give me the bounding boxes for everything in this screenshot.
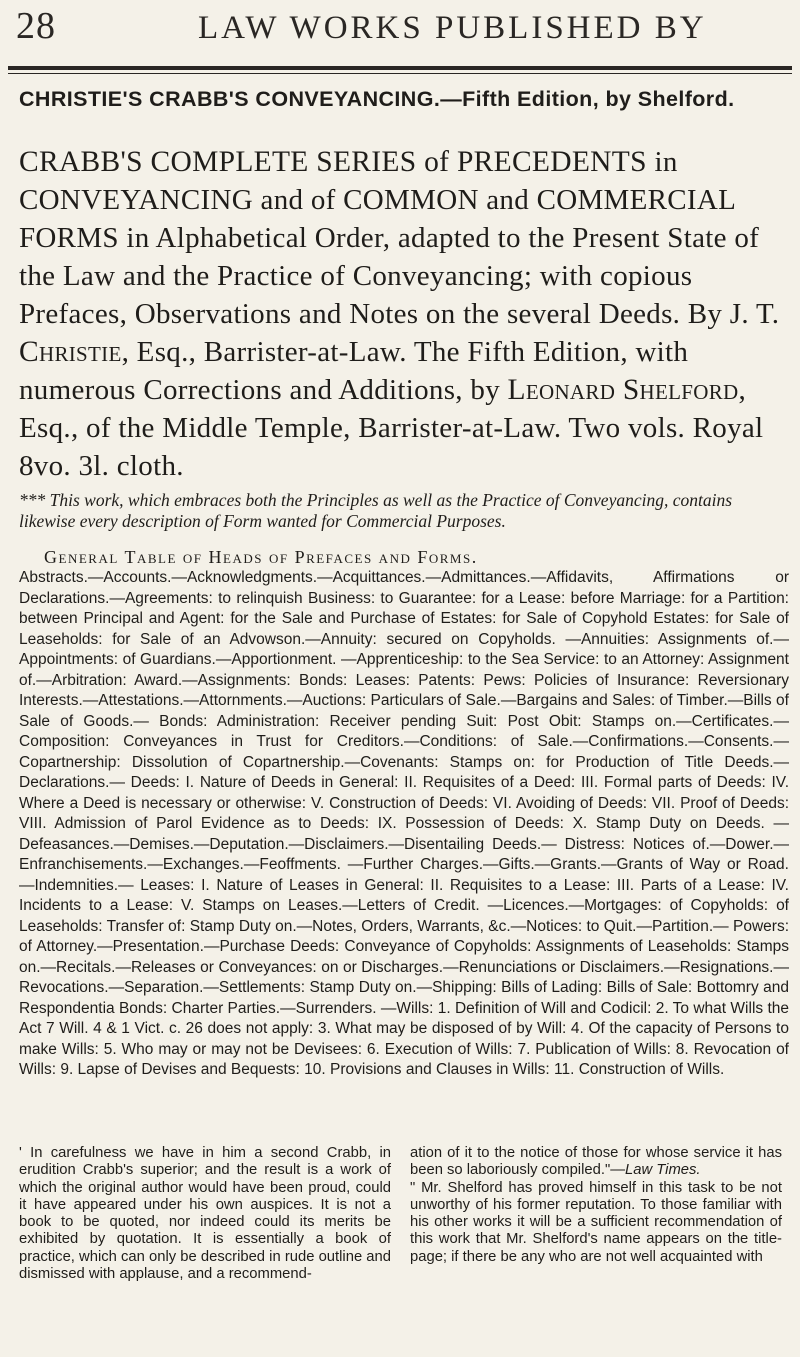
author-shelford: Leonard Shelford [507,374,739,406]
header-rule-thick [8,66,792,70]
review-right-text-2: " Mr. Shelford has proved himself in this task to be not unworthy of his former reputation. To those familiar with his other works it will be a sufficient recommendation of this work that Mr. Shelford's name appears on the title-page; if there be any who are not well acquainted with [410,1179,782,1265]
review-source: Law Times. [625,1162,701,1179]
review-right-text-1: ation of it to the notice of those for whose service it has been so laboriously compiled."— [410,1145,782,1179]
table-heading: General Table of Heads of Prefaces and Forms. [44,547,478,567]
entry-title [19,143,789,485]
work-note: *** This work, which embraces both the Principles as well as the Practice of Conveyancing, contains likewise every description of Form wanted for Commercial Purposes. [19,490,733,531]
title-caps: CRABB'S COMPLETE SERIES of PRECEDENTS [19,146,647,178]
running-head: LAW WORKS PUBLISHED BY [198,10,707,46]
review-column-right [410,1145,782,1266]
header-rule-thin [8,73,792,74]
title-text-1: in CONVEYANCING and of COMMON and COMMERCIAL FORMS in Alphabetical Order, adapted to the Present State of the Law and the Practice of Conveyancing; with copious Prefaces, Observations and Notes on the several Deeds. By J. T. [19,146,780,330]
title-text-2: , Esq., Barrister-at-Law. The Fifth Edition, with numerous Corrections and Additions, by [19,336,689,406]
table-of-heads: Abstracts.—Accounts.—Acknowledgments.—Acquittances.—Admittances.—Affidavits, Affirmations or Declarations.—Agreements: to relinquish Business: to Guarantee: for a Lease: before Marriage: for a Partition: between Principal and Agent: for the Sale and Purchase of Estates: for Sale of Copyhold Estates: for Sale of Leaseholds: for Sale of an Advowson.—Annuity: secured on Copyholds. —Annuities: Assignments of.—Appointments: of Guardians.—Apportionment. —Apprenticeship: to the Sea Service: to an Attorney: Assignment of.—Arbitration: Award.—Assignments: Bonds: Leases: Patents: Pews: Policies of Insurance: Reversionary Interests.—Attestations.—Attornments.—Auctions: Particulars of Sale.—Bargains and Sales: of Timber.—Bills of Sale of Goods.— Bonds: Administration: Receiver pending Suit: Post Obit: Stamps on.—Certificates.—Composition: Conveyances in Trust for Creditors.—Conditions: of Sale.—Confirmations.—Consents.—Copartnership: Dissolution of Copartnership.—Covenants: Stamps on: for Production of Title Deeds.—Declarations.— Deeds: I. Nature of Deeds in General: II. Requisites of a Deed: III. Formal parts of Deeds: IV. Where a Deed is necessary or otherwise: V. Construction of Deeds: VI. Avoiding of Deeds: VII. Proof of Deeds: VIII. Admission of Parol Evidence as to Deeds: IX. Possession of Deeds: X. Stamp Duty on Deeds. —Defeasances.—Demises.—Deputation.—Disclaimers.—Disentailing Deeds.— Distress: Notices of.—Dower.—Enfranchisements.—Exchanges.—Feoffments. —Further Charges.—Gifts.—Grants.—Grants of Way or Road.—Indemnities.— Leases: I. Nature of Leases in General: II. Requisites to a Lease: III. Parts of a Lease: IV. Incidents to a Lease: V. Stamps on Leases.—Letters of Credit. —Licences.—Mortgages: of Copyholds: of Leaseholds: Transfer of: Stamp Duty on.—Notes, Orders, Warrants, &c.—Notices: to Quit.—Partition.— Powers: of Attorney.—Presentation.—Purchase Deeds: Conveyance of Copyholds: Assignments of Leaseholds: Stamps on.—Recitals.—Releases or Conveyances: on or Discharges.—Renunciations or Disclaimers.—Resignations.—Revocations.—Separation.—Settlements: Stamp Duty on.—Shipping: Bills of Lading: Bills of Sale: Bottomry and Respondentia Bonds: Charter Parties.—Surrenders. —Wills: 1. Definition of Will and Codicil: 2. To what Wills the Act 7 Will. 4 & 1 Vict. c. 26 does not apply: 3. What may be disposed of by Will: 4. Of the capacity of Persons to make Wills: 5. Who may or may not be Devisees: 6. Execution of Wills: 7. Publication of Wills: 8. Revocation of Wills: 9. Lapse of Devises and Bequests: 10. Provisions and Clauses in Wills: 11. Construction of Wills. [19,569,789,1078]
author-christie: Christie [19,336,122,368]
entry-heading: CHRISTIE'S CRABB'S CONVEYANCING.—Fifth Edition, by Shelford. [19,87,735,111]
review-column-left: ' In carefulness we have in him a second Crabb, in erudition Crabb's superior; and the result is a work of which the original author would have been proud, could it have appeared under his own auspices. It is not a book to be quoted, nor indeed could its merits be exhibited by quotation. It is essentially a book of practice, which can only be described in rude outline and dismissed with applause, and a recommend- [19,1145,391,1283]
page-number: 28 [16,5,56,47]
title-text-3: , Esq., of the Middle Temple, Barrister-at-Law. Two vols. Royal 8vo. 3l. cloth. [19,374,764,482]
